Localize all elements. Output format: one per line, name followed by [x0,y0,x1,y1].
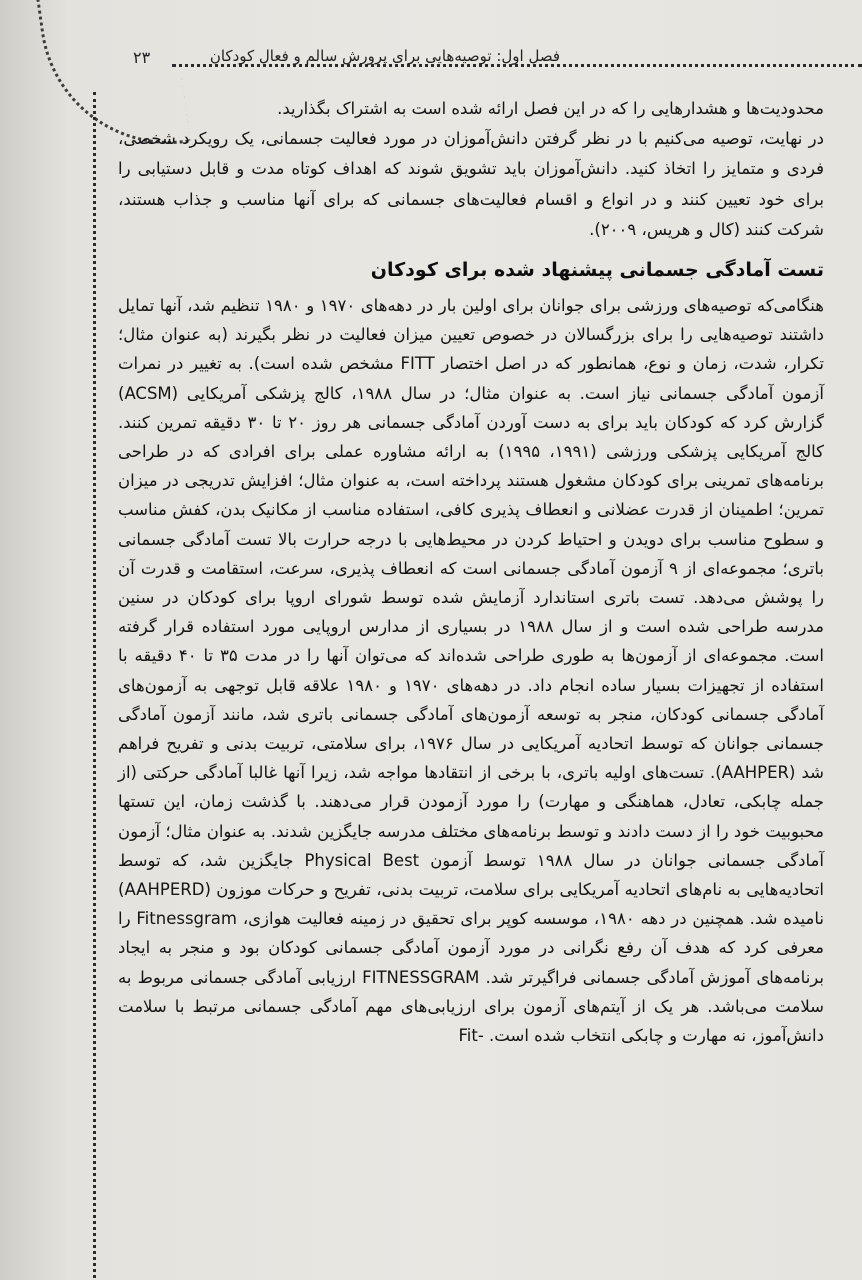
page-body [118,94,824,1050]
paragraph-intro: محدودیت‌ها و هشدارهایی را که در این فصل ارائه شده است به اشتراک بگذارید. [277,99,824,118]
section-body-paragraph: هنگامی‌که توصیه‌های ورزشی برای جوانان برای اولین بار در دهه‌های ۱۹۷۰ و ۱۹۸۰ تنظیم شد، آنها تمایل داشتند توصیه‌هایی را برای بزرگسالان در خصوص تعیین میزان فعالیت در نظر بگیرند (به عنوان مثال؛ تکرار، شدت، زمان و نوع، همانطور که در اصل اختصار FITT مشخص شده است). به تغییر در نمرات آزمون آمادگی جسمانی نیاز است. به عنوان مثال؛ در سال ۱۹۸۸، کالج پزشکی آمریکایی (ACSM) گزارش کرد که کودکان باید برای به دست آوردن آمادگی جسمانی هر روز ۲۰ تا ۳۰ دقیقه تمرین کنند. کالج آمریکایی پزشکی ورزشی (۱۹۹۱، ۱۹۹۵) به ارائه مشاوره عملی برای افرادی که در طراحی برنامه‌های تمرینی برای کودکان مشغول هستند پرداخته است، به عنوان مثال؛ افزایش تدریجی در میزان تمرین؛ اطمینان از قدرت عضلانی و انعطاف پذیری کافی، استفاده مناسب از مکانیک بدن، کفش مناسب و سطوح مناسب برای دویدن و احتیاط کردن در محیط‌هایی با درجه حرارت بالا تست آمادگی جسمانی باتری؛ مجموعه‌ای از ۹ آزمون آمادگی جسمانی است که انعطاف پذیری، سرعت، استقامت و قدرت آن را پوشش می‌دهد. تست باتری استاندارد آزمایش شده توسط شورای اروپا برای کودکان در سنین مدرسه طراحی شده است و از سال ۱۹۸۸ در بسیاری از مدارس اروپایی مورد استفاده قرار گرفته است. مجموعه‌ای از آزمون‌ها به طوری طراحی شده‌اند که می‌توان آنها را در مدت ۳۵ تا ۴۰ دقیقه با استفاده از تجهیزات بسیار ساده انجام داد. در دهه‌های ۱۹۷۰ و ۱۹۸۰ علاقه قابل توجهی به آزمون‌های آمادگی جسمانی کودکان، منجر به توسعه آزمون‌های آمادگی جسمانی باتری شد، مانند آزمون آمادگی جسمانی جوانان که توسط اتحادیه آمریکایی در سال ۱۹۷۶، برای سلامتی، تربیت بدنی و تفریح فراهم شد (AAHPER). تست‌های اولیه باتری، با برخی از انتقادها مواجه شد، زیرا آنها غالبا آمادگی حرکتی (از جمله چابکی، تعادل، هماهنگی و مهارت) را مورد آزمودن قرار می‌دهند. با گذشت زمان، این تستها محبوبیت خود را از دست دادند و توسط برنامه‌های مختلف مدرسه جایگزین شدند. به عنوان مثال؛ آزمون آمادگی جسمانی جوانان در سال ۱۹۸۸ توسط آزمون Physical Best جایگزین شد، که توسط اتحادیه‌هایی به نام‌های اتحادیه آمریکایی برای سلامت، تربیت بدنی، تفریح و حرکات موزون (AAHPERD) نامیده شد. همچنین در دهه ۱۹۸۰، موسسه کوپر برای تحقیق در زمینه فعالیت هوازی، Fitnessgram را معرفی کرد که هدف آن رفع نگرانی در مورد آزمون آمادگی جسمانی کودکان بود و منجر به ایجاد برنامه‌های آموزش آمادگی جسمانی فراگیرتر شد. FITNESSGRAM ارزیابی آمادگی جسمانی مربوط به سلامت می‌باشد. هر یک از آیتم‌های آزمون برای ارزیابی‌های مهم آمادگی جسمانی مرتبط با سلامت دانش‌آموز، نه مهارت و چابکی انتخاب شده است. -Fit [118,296,825,1046]
paragraph-recommendation: در نهایت، توصیه می‌کنیم با در نظر گرفتن دانش‌آموزان در مورد فعالیت جسمانی، یک رویکرد شخصی، فردی و متمایز را اتخاذ کنید. دانش‌آموزان باید تشویق شوند که اهداف کوتاه مدت و قابل دستیابی را برای خود تعیین کنند و در انواع و اقسام فعالیت‌های جسمانی که برای آنها مناسب و جذاب هستند، شرکت کنند (کال و هریس، ۲۰۰۹). [118,129,824,239]
running-header-title: فصل اول: توصیه‌هایی برای پرورش سالم و فعال کودکان [209,47,560,65]
page-number: ۲۳ [133,48,151,67]
section-heading: تست آمادگی جسمانی پیشنهاد شده برای کودکان [370,259,824,282]
margin-dotted-rule [93,92,96,1280]
